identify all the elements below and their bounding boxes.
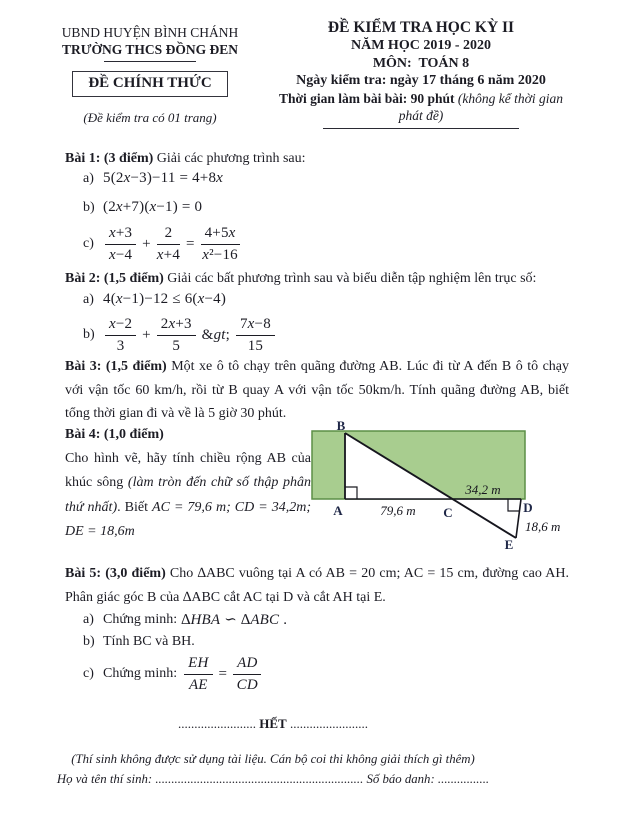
- problem-1-text: Giải các phương trình sau:: [153, 151, 306, 166]
- problem-3-paragraph: [65, 355, 569, 426]
- problem-1b: [83, 199, 202, 216]
- item-label: b): [83, 327, 95, 342]
- equation-5c: $\frac{EH}{AE}$ = $\frac{AD}{CD}$: [182, 654, 263, 695]
- duration-bold: Thời gian làm bài bài: 90 phút: [279, 90, 458, 106]
- school-year: NĂM HỌC 2019 - 2020: [351, 38, 491, 53]
- problem-1-heading: [65, 148, 306, 170]
- end-dots-right: ........................: [289, 716, 368, 731]
- equation-1b: (2x+7)(x−1) = 0: [103, 199, 203, 215]
- end-dots-left: ........................: [178, 716, 257, 731]
- measure-ac: 79,6 m: [380, 503, 416, 518]
- equation-1a: 5(2x−3)−11 = 4+8x: [103, 170, 224, 186]
- item-label: a): [83, 291, 94, 307]
- problem-1c: [83, 224, 242, 264]
- subject: MÔN: TOÁN 8: [372, 55, 470, 71]
- river-figure-svg: [303, 420, 565, 560]
- problem-5-number: Bài 5: (3,0 điểm): [65, 566, 166, 581]
- problem-5-text: Cho ∆ABC vuông tại A có AB = 20 cm; AC = 15 cm, đường cao AH. Phân giác góc B của ∆ABC cắt AC tại D và cắt AH tại E.: [65, 566, 570, 605]
- problem-4-heading: [65, 424, 164, 446]
- exam-date: Ngày kiểm tra: ngày 17 tháng 6 năm 2020: [296, 73, 546, 88]
- problem-5a-pre: Chứng minh:: [103, 611, 178, 627]
- equation-2b: $\frac{x-2}{3}$ + $\frac{2x+3}{5}$ &gt; $\frac{7x-8}{15}$: [103, 315, 277, 356]
- footer-note: (Thí sinh không được sử dụng tài liệu. Cán bộ coi thi không giải thích gì thêm): [71, 752, 475, 766]
- river-figure: [303, 420, 565, 560]
- school-name: TRƯỜNG THCS ĐỒNG ĐEN: [62, 42, 238, 57]
- right-angle-mark-d: [508, 499, 519, 511]
- item-label: c): [83, 236, 94, 251]
- problem-5a: [83, 610, 287, 629]
- end-label: HẾT: [259, 716, 287, 731]
- footer-name-line: Họ và tên thí sinh: ................................................................. Số báo danh: ................: [56, 772, 490, 786]
- problem-4-number: Bài 4: (1,0 điểm): [65, 427, 164, 442]
- item-label: b): [83, 634, 95, 649]
- header-right: [276, 18, 566, 129]
- item-label: b): [83, 199, 95, 215]
- vertex-label-c: C: [443, 505, 453, 520]
- vertex-label-a: A: [333, 503, 343, 518]
- header-right-rule: [323, 128, 519, 129]
- problem-2-text: Giải các bất phương trình sau và biểu diễn tập nghiệm lên trục số:: [163, 271, 537, 286]
- problem-3-text: Một xe ô tô chạy trên quãng đường AB. Lúc đi từ A đến B ô tô chạy với vận tốc 60 km/h, rồi từ B quay A với vận tốc 50km/h. Tính quãng đường AB, biết tổng thời gian đi và về là 5 giờ 30 phút.: [65, 359, 569, 422]
- duration-note: (không kể thời gian phát đề): [398, 90, 563, 123]
- segment-de: [516, 499, 521, 538]
- problem-2-heading: [65, 268, 536, 290]
- problem-4-text-2: . Biết: [117, 499, 153, 515]
- problem-2a: [83, 291, 226, 308]
- problem-5c: [83, 653, 263, 695]
- problem-5b-text: Tính BC và BH.: [103, 634, 195, 649]
- problem-2-number: Bài 2: (1,5 điểm): [65, 271, 164, 286]
- problem-4-paragraph: [65, 447, 311, 544]
- problem-4-text-1: Cho hình vẽ, hãy tính chiều rộng AB của khúc sông: [65, 451, 311, 491]
- measure-cd: 34,2 m: [465, 482, 501, 497]
- problem-1-number: Bài 1: (3 điểm): [65, 151, 154, 166]
- end-line: [0, 716, 546, 732]
- vertex-label-d: D: [523, 500, 533, 515]
- problem-1a: [83, 170, 223, 187]
- problem-4-measures: AC = 79,6 m; CD = 34,2m; DE = 18,6m: [65, 499, 312, 539]
- exam-title: ĐỀ KIỂM TRA HỌC KỲ II: [327, 19, 515, 36]
- problem-5-paragraph: [65, 562, 569, 609]
- org-name: UBND HUYỆN BÌNH CHÁNH: [61, 25, 239, 40]
- official-exam-box: ĐỀ CHÍNH THỨC: [72, 71, 227, 97]
- problem-4-italic-note: (làm tròn đến chữ số thập phân thứ nhất): [65, 475, 311, 515]
- equation-2a: 4(x−1)−12 ≤ 6(x−4): [103, 291, 227, 307]
- vertex-label-b: B: [336, 420, 346, 433]
- problem-3-number: Bài 3: (1,5 điểm): [65, 359, 167, 374]
- problem-5c-pre: Chứng minh:: [103, 666, 178, 681]
- page-count-note: (Đề kiểm tra có 01 trang): [83, 110, 217, 125]
- problem-2b: [83, 315, 277, 355]
- exam-duration: [276, 90, 566, 124]
- item-label: a): [83, 611, 94, 627]
- similarity-statement: ∆HBA ∽ ∆ABC .: [181, 612, 288, 628]
- vertex-label-e: E: [504, 537, 514, 552]
- header-left: [50, 24, 250, 126]
- item-label: a): [83, 170, 94, 186]
- equation-1c: $\frac{x+3}{x-4}$ + $\frac{2}{x+4}$ = $\frac{4+5x}{\text{x²−16}}$: [103, 224, 242, 265]
- item-label: c): [83, 666, 94, 681]
- measure-de: 18,6 m: [525, 519, 561, 534]
- problem-5b: [83, 634, 195, 650]
